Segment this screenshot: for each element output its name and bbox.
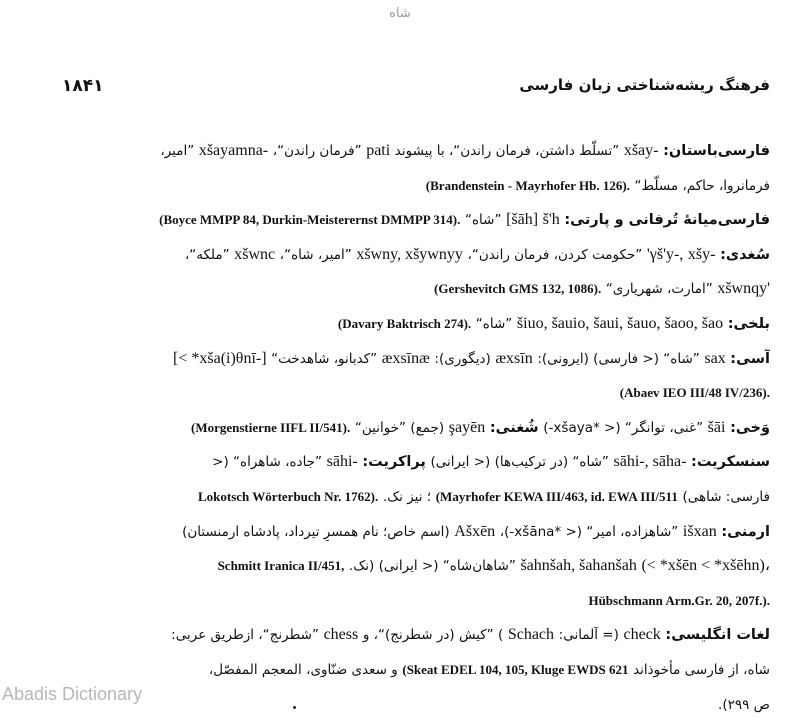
- form: Ašxēn: [454, 523, 495, 540]
- reference: (Skeat EDEL 104, 105, Kluge EWDS 621: [402, 662, 628, 677]
- entry-armenian-line-3: [62, 584, 770, 619]
- form: æxsīn: [495, 350, 532, 367]
- gloss: ”حکومت کردن، فرمان راندن“،: [467, 247, 642, 263]
- watermark: Abadis Dictionary: [2, 684, 142, 705]
- form: xšwnqy': [717, 280, 770, 297]
- entry-sanskrit-line-2: [62, 480, 770, 515]
- book-title: فرهنگ ریشه‌شناختی زبان فارسی: [519, 76, 770, 94]
- form: şayēn: [449, 419, 485, 436]
- gloss: ”غنی، توانگر“ (< *xšaya-): [543, 420, 703, 436]
- form: (< *xšēn < *xšēhn)،: [641, 557, 770, 574]
- gloss: ”شاه“ (< فارسی) (ایرونی):: [537, 351, 699, 367]
- entry-ossetic-line-1: [62, 342, 770, 377]
- language-label: لغات انگلیسی:: [665, 627, 770, 643]
- form: [< *xša(i)θnī-]: [173, 350, 267, 367]
- form: xšay-: [624, 142, 659, 159]
- language-label: پراکریت:: [362, 454, 425, 470]
- entry-sogdian-line-1: [62, 238, 770, 273]
- gloss: ”شاه“: [476, 316, 513, 332]
- entry-english-line-2: [62, 653, 770, 688]
- language-label: ارمنی:: [721, 524, 770, 540]
- gloss: ) ”کیش (در شطرنج)“، و: [363, 627, 503, 643]
- form: sax: [704, 350, 725, 367]
- reference: (Boyce MMPP 84, Durkin-Meisterernst DMMPP 314).: [159, 212, 460, 227]
- entry-middle-persian: [62, 203, 770, 238]
- language-label: سُغدی:: [720, 247, 770, 263]
- gloss: ”جاده، شاهراه“ (<: [212, 454, 322, 470]
- form: sāhi-, sāha-: [614, 453, 687, 470]
- gloss: ”امیر،: [160, 143, 194, 159]
- gloss: ”شطرنج“، ازطریق عربی:: [171, 627, 319, 643]
- form: šiuo, šauio, šaui, šauo, šaoo, šao: [517, 315, 723, 332]
- scan-speck: [293, 706, 296, 709]
- reference: (Gershevitch GMS 132, 1086).: [434, 281, 601, 296]
- entry-old-persian-line-2: [62, 169, 770, 204]
- gloss: ”شاهزاده، امیر“ (< *xšāna-)،: [500, 524, 679, 540]
- gloss: (دیگوری):: [434, 351, 490, 367]
- gloss: (جمع) ”خوانین“: [355, 420, 444, 436]
- entry-armenian-line-1: [62, 515, 770, 550]
- form: Schach: [508, 626, 554, 643]
- form: 'γš'y-,: [647, 246, 683, 263]
- form: išxan: [683, 523, 717, 540]
- reference: (Morgenstierne IIFL II/541).: [191, 420, 350, 435]
- entry-body: [62, 134, 770, 722]
- form: xšy-: [688, 246, 716, 263]
- entry-english-line-1: [62, 618, 770, 653]
- form: xšwnc: [234, 246, 275, 263]
- entry-armenian-line-2: [62, 549, 770, 584]
- gloss: فارسی: شاهی): [682, 489, 770, 505]
- reference: (Abaev IEO III/48 IV/236).: [620, 385, 770, 400]
- form: pati: [366, 142, 390, 159]
- entry-sogdian-line-2: [62, 272, 770, 307]
- reference: (Davary Baktrisch 274).: [338, 316, 471, 331]
- gloss: شاه، از فارسی مأخوذاند: [633, 662, 770, 678]
- entry-old-persian-line-1: [62, 134, 770, 169]
- gloss: ؛ نیز نک.: [383, 489, 431, 505]
- language-label: سنسکریت:: [691, 454, 770, 470]
- word-title: شاه: [0, 6, 800, 21]
- language-label: بلخی:: [728, 316, 770, 332]
- language-label: آسی:: [730, 351, 770, 367]
- form: sāhi-: [327, 453, 358, 470]
- gloss: ص ۲۹۹).: [718, 697, 770, 713]
- gloss: (= آلمانی:: [559, 627, 619, 643]
- entry-wakhi: [62, 411, 770, 446]
- language-label: شُغنی:: [490, 420, 539, 436]
- gloss: ”شاه“ (در ترکیب‌ها) (< ایرانی): [430, 454, 608, 470]
- entry-ossetic-line-2: [62, 376, 770, 411]
- entry-english-line-3: [62, 688, 770, 722]
- entry-sanskrit-line-1: [62, 445, 770, 480]
- entry-bactrian: [62, 307, 770, 342]
- gloss: ”شاه“: [465, 212, 502, 228]
- gloss: ”کدبانو، شاهدخت“: [271, 351, 377, 367]
- gloss: فرمانروا، حاکم، مسلّط“: [635, 178, 770, 194]
- gloss: ”امارت، شهریاری“: [606, 281, 713, 297]
- running-head: [62, 76, 770, 102]
- form: šāi: [708, 419, 726, 436]
- gloss: ”شاهان‌شاه“ (< ایرانی) (نک.: [349, 558, 516, 574]
- language-label: فارسی‌میانهٔ تُرفانی و پارتی:: [564, 212, 770, 228]
- gloss: و سعدی ضنّاوی، المعجم المفصّل،: [209, 662, 398, 678]
- gloss: ”تسلّط داشتن، فرمان راندن“، با پیشوند: [395, 143, 619, 159]
- reference: (Mayrhofer KEWA III/463, id. EWA III/511: [436, 489, 678, 504]
- gloss: ”ملکه“،: [185, 247, 230, 263]
- form: š'h: [543, 211, 560, 228]
- reference: Schmitt Iranica II/451,: [218, 558, 345, 573]
- gloss: ”فرمان راندن“،: [273, 143, 362, 159]
- gloss: (اسم خاص؛ نام همسرِ تیرداد، پادشاه ارمنستان): [182, 524, 450, 540]
- page-number: ۱۸۴۱: [62, 76, 104, 96]
- form: xšwny, xšywnyy: [356, 246, 463, 263]
- form: check: [623, 626, 660, 643]
- reference: Hübschmann Arm.Gr. 20, 207f.).: [588, 593, 770, 608]
- form: chess: [324, 626, 359, 643]
- form: [šāh]: [506, 211, 538, 228]
- language-label: فارسی‌باستان:: [663, 143, 770, 159]
- form: šahnšah, šahanšah: [520, 557, 636, 574]
- reference: (Brandenstein - Mayrhofer Hb. 126).: [426, 178, 630, 193]
- form: æxsīnæ: [382, 350, 430, 367]
- language-label: وَخی:: [730, 420, 770, 436]
- reference: Lokotsch Wörterbuch Nr. 1762).: [198, 489, 378, 504]
- form: xšayamna-: [199, 142, 268, 159]
- gloss: ”امیر، شاه“،: [280, 247, 352, 263]
